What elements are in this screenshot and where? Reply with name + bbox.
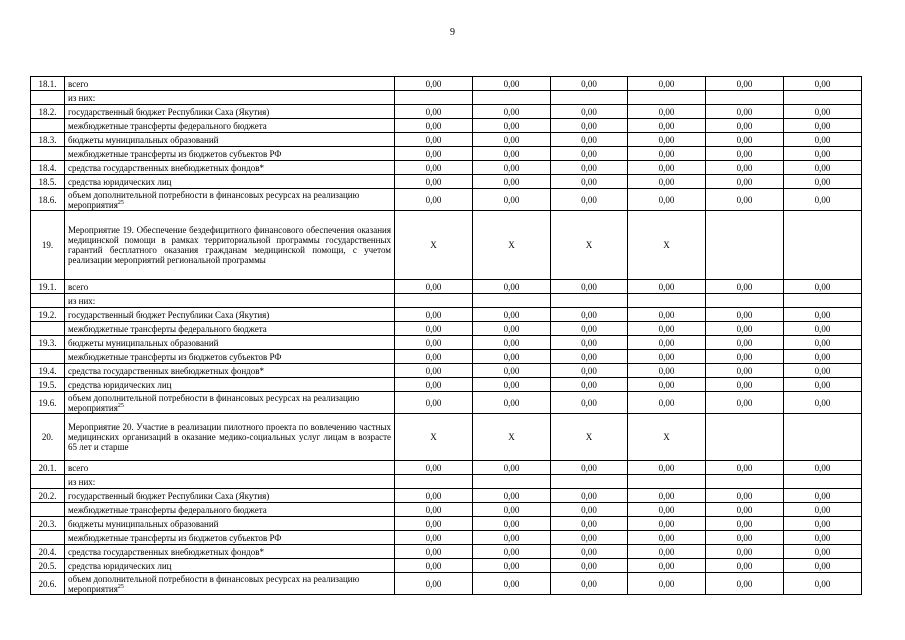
row-description-text: Мероприятие 19. Обеспечение бездефицитного финансового обеспечения оказания медицинской помощи в рамках территориальной программы государственных гарантий бесплатного оказания гражданам медицинской помощи, с учетом реализации мероприятий региональной программы [68,225,391,265]
value-cell: 0,00 [706,133,784,147]
value-cell: 0,00 [551,559,628,573]
value-cell: 0,00 [395,147,473,161]
row-description-text: из них: [68,476,96,487]
value-cell: 0,00 [551,503,628,517]
value-cell [706,414,784,461]
table-row [31,91,862,105]
row-description [65,133,395,147]
row-number: 18.6. [31,189,65,211]
value-cell: 0,00 [473,77,551,91]
value-cell [473,91,551,105]
row-number: 18.5. [31,175,65,189]
row-description-text: межбюджетные трансферты федерального бюджета [68,504,267,515]
value-cell: 0,00 [551,350,628,364]
row-number [31,91,65,105]
table-row [31,77,862,91]
row-description [65,189,395,211]
value-cell: 0,00 [784,559,862,573]
value-cell: 0,00 [473,559,551,573]
table-row [31,175,862,189]
value-cell: 0,00 [551,489,628,503]
row-number: 19. [31,211,65,280]
value-cell: 0,00 [473,161,551,175]
value-cell: 0,00 [473,175,551,189]
value-cell [395,475,473,489]
table-row [31,147,862,161]
value-cell: 0,00 [551,280,628,294]
row-description [65,308,395,322]
value-cell [473,475,551,489]
value-cell: 0,00 [628,489,706,503]
value-cell: X [628,414,706,461]
table-row [31,336,862,350]
table-row [31,573,862,595]
row-description [65,461,395,475]
row-number [31,503,65,517]
value-cell: 0,00 [628,308,706,322]
value-cell: 0,00 [551,175,628,189]
value-cell [784,414,862,461]
row-description [65,378,395,392]
value-cell [395,294,473,308]
row-number: 20.6. [31,573,65,595]
value-cell: 0,00 [551,364,628,378]
value-cell: 0,00 [628,392,706,414]
value-cell: 0,00 [628,280,706,294]
table-row [31,364,862,378]
value-cell: 0,00 [551,517,628,531]
row-description [65,414,395,461]
value-cell: 0,00 [473,489,551,503]
value-cell: 0,00 [551,378,628,392]
table-row [31,308,862,322]
value-cell: 0,00 [473,133,551,147]
value-cell: 0,00 [473,280,551,294]
value-cell: X [473,414,551,461]
table-row [31,378,862,392]
value-cell [395,91,473,105]
table-row [31,294,862,308]
row-description-text: межбюджетные трансферты из бюджетов субъектов РФ [68,532,282,543]
value-cell: 0,00 [473,517,551,531]
row-description-text: межбюджетные трансферты из бюджетов субъектов РФ [68,351,282,362]
value-cell [628,91,706,105]
row-description-text: межбюджетные трансферты федерального бюджета [68,323,267,334]
value-cell: 0,00 [706,378,784,392]
value-cell: 0,00 [706,280,784,294]
row-description-text: объем дополнительной потребности в финансовых ресурсах на реализацию мероприятия [68,189,360,210]
value-cell: 0,00 [784,489,862,503]
table-row [31,105,862,119]
value-cell: 0,00 [395,175,473,189]
footnote-ref: 25 [117,402,124,409]
row-description [65,211,395,280]
value-cell: 0,00 [784,378,862,392]
value-cell: 0,00 [706,573,784,595]
table-row [31,322,862,336]
footnote-ref: 25 [117,199,124,206]
value-cell: 0,00 [628,350,706,364]
value-cell: 0,00 [395,517,473,531]
value-cell: 0,00 [473,350,551,364]
row-description-text: средства государственных внебюджетных фондов* [68,546,264,557]
row-description-text: государственный бюджет Республики Саха (Якутия) [68,309,270,320]
row-number: 20. [31,414,65,461]
value-cell: 0,00 [551,189,628,211]
value-cell: 0,00 [473,503,551,517]
value-cell: 0,00 [784,503,862,517]
value-cell: 0,00 [395,378,473,392]
value-cell: 0,00 [706,336,784,350]
value-cell [784,475,862,489]
row-description [65,531,395,545]
value-cell: 0,00 [706,189,784,211]
page-number: 9 [450,27,455,38]
value-cell: 0,00 [473,378,551,392]
row-number [31,294,65,308]
row-number: 20.4. [31,545,65,559]
row-description-text: бюджеты муниципальных образований [68,518,219,529]
row-description [65,105,395,119]
value-cell: 0,00 [395,531,473,545]
row-description-text: бюджеты муниципальных образований [68,134,219,145]
table-row [31,503,862,517]
value-cell: 0,00 [551,461,628,475]
value-cell: 0,00 [551,336,628,350]
value-cell [706,91,784,105]
row-description-text: государственный бюджет Республики Саха (Якутия) [68,106,270,117]
value-cell: 0,00 [628,503,706,517]
value-cell: 0,00 [395,489,473,503]
row-number [31,322,65,336]
row-number: 20.1. [31,461,65,475]
table-row [31,475,862,489]
row-number: 18.3. [31,133,65,147]
value-cell: 0,00 [784,161,862,175]
row-number: 19.1. [31,280,65,294]
value-cell: 0,00 [395,350,473,364]
table-row [31,545,862,559]
value-cell: 0,00 [784,573,862,595]
value-cell [784,91,862,105]
value-cell [551,294,628,308]
row-description-text: средства юридических лиц [68,560,172,571]
value-cell [551,475,628,489]
value-cell: 0,00 [473,531,551,545]
value-cell: 0,00 [628,517,706,531]
row-description [65,545,395,559]
value-cell: 0,00 [395,133,473,147]
footnote-ref: 25 [117,583,124,590]
value-cell: X [628,211,706,280]
value-cell: 0,00 [706,105,784,119]
value-cell: 0,00 [706,517,784,531]
table-row [31,161,862,175]
table-row [31,189,862,211]
row-number: 19.4. [31,364,65,378]
value-cell: 0,00 [473,189,551,211]
value-cell: 0,00 [628,573,706,595]
value-cell: 0,00 [395,105,473,119]
value-cell: 0,00 [706,364,784,378]
value-cell: 0,00 [551,161,628,175]
value-cell: 0,00 [551,119,628,133]
row-description-text: всего [68,78,89,89]
value-cell: 0,00 [473,336,551,350]
row-description [65,475,395,489]
row-number: 20.5. [31,559,65,573]
value-cell: 0,00 [784,531,862,545]
row-description-text: средства юридических лиц [68,176,172,187]
value-cell: 0,00 [395,392,473,414]
row-description [65,573,395,595]
value-cell: 0,00 [551,105,628,119]
value-cell: 0,00 [395,189,473,211]
row-description-text: объем дополнительной потребности в финансовых ресурсах на реализацию мероприятия [68,392,360,413]
value-cell: 0,00 [395,503,473,517]
value-cell: 0,00 [706,147,784,161]
value-cell: 0,00 [706,322,784,336]
value-cell: 0,00 [784,280,862,294]
row-description [65,91,395,105]
row-description [65,119,395,133]
row-description [65,559,395,573]
value-cell: 0,00 [784,392,862,414]
value-cell: 0,00 [784,77,862,91]
table-row [31,211,862,280]
row-description [65,294,395,308]
value-cell [628,294,706,308]
row-description-text: средства государственных внебюджетных фондов* [68,365,264,376]
value-cell: 0,00 [628,336,706,350]
value-cell: 0,00 [395,161,473,175]
table-row [31,559,862,573]
table-row [31,531,862,545]
value-cell: 0,00 [784,364,862,378]
row-description [65,77,395,91]
value-cell: 0,00 [784,350,862,364]
table-row [31,119,862,133]
value-cell [784,294,862,308]
row-number: 18.1. [31,77,65,91]
table-body [31,77,862,595]
value-cell: 0,00 [551,545,628,559]
table-row [31,461,862,475]
value-cell: 0,00 [473,105,551,119]
value-cell: 0,00 [706,119,784,133]
value-cell: 0,00 [551,392,628,414]
row-description-text: всего [68,462,89,473]
value-cell: 0,00 [628,322,706,336]
value-cell: 0,00 [473,147,551,161]
row-number [31,531,65,545]
value-cell: X [395,211,473,280]
value-cell: 0,00 [784,461,862,475]
value-cell: 0,00 [395,461,473,475]
table-row [31,489,862,503]
value-cell: 0,00 [395,77,473,91]
value-cell: 0,00 [628,559,706,573]
value-cell: 0,00 [551,322,628,336]
row-number [31,475,65,489]
value-cell: 0,00 [784,147,862,161]
value-cell: 0,00 [473,545,551,559]
value-cell: 0,00 [784,105,862,119]
row-number: 20.3. [31,517,65,531]
row-description [65,322,395,336]
value-cell: 0,00 [473,322,551,336]
row-number: 19.2. [31,308,65,322]
row-description [65,503,395,517]
value-cell: 0,00 [628,531,706,545]
value-cell: 0,00 [473,308,551,322]
row-number: 19.5. [31,378,65,392]
value-cell [473,294,551,308]
value-cell: 0,00 [551,147,628,161]
value-cell: 0,00 [551,531,628,545]
value-cell: X [551,414,628,461]
value-cell: 0,00 [706,531,784,545]
row-description [65,350,395,364]
value-cell: 0,00 [784,133,862,147]
value-cell: 0,00 [395,364,473,378]
value-cell: 0,00 [628,161,706,175]
row-description [65,175,395,189]
row-number: 19.6. [31,392,65,414]
row-description [65,280,395,294]
value-cell [706,211,784,280]
value-cell: 0,00 [784,119,862,133]
value-cell: 0,00 [628,364,706,378]
value-cell [706,475,784,489]
row-number: 19.3. [31,336,65,350]
value-cell: 0,00 [551,573,628,595]
value-cell: 0,00 [473,392,551,414]
value-cell: 0,00 [473,364,551,378]
value-cell: 0,00 [628,461,706,475]
table-row [31,414,862,461]
value-cell [784,211,862,280]
value-cell: 0,00 [784,308,862,322]
value-cell: 0,00 [628,147,706,161]
value-cell: 0,00 [395,545,473,559]
row-description-text: из них: [68,295,96,306]
value-cell: 0,00 [473,119,551,133]
row-description-text: бюджеты муниципальных образований [68,337,219,348]
value-cell: 0,00 [395,280,473,294]
row-number [31,119,65,133]
row-description-text: всего [68,281,89,292]
row-description [65,161,395,175]
row-number: 18.2. [31,105,65,119]
row-description [65,517,395,531]
value-cell: 0,00 [628,77,706,91]
value-cell: 0,00 [551,77,628,91]
table-row [31,392,862,414]
value-cell: 0,00 [706,350,784,364]
row-description [65,392,395,414]
value-cell: 0,00 [784,189,862,211]
value-cell: 0,00 [395,322,473,336]
row-number [31,147,65,161]
row-description-text: государственный бюджет Республики Саха (Якутия) [68,490,270,501]
value-cell: 0,00 [784,336,862,350]
value-cell: 0,00 [473,573,551,595]
value-cell: 0,00 [706,175,784,189]
financing-table [30,76,862,595]
value-cell: 0,00 [628,105,706,119]
value-cell: 0,00 [706,503,784,517]
value-cell: 0,00 [784,322,862,336]
row-description-text: межбюджетные трансферты федерального бюджета [68,120,267,131]
value-cell: 0,00 [628,189,706,211]
value-cell [628,475,706,489]
value-cell: 0,00 [473,461,551,475]
value-cell: 0,00 [628,545,706,559]
value-cell: 0,00 [706,308,784,322]
value-cell: 0,00 [551,133,628,147]
value-cell [551,91,628,105]
value-cell: 0,00 [784,545,862,559]
value-cell: 0,00 [784,175,862,189]
value-cell: 0,00 [706,77,784,91]
value-cell: 0,00 [395,573,473,595]
row-description-text: средства юридических лиц [68,379,172,390]
row-description [65,489,395,503]
table-row [31,350,862,364]
row-description [65,364,395,378]
row-description-text: средства государственных внебюджетных фондов* [68,162,264,173]
value-cell: 0,00 [628,378,706,392]
row-number: 20.2. [31,489,65,503]
value-cell: 0,00 [395,336,473,350]
value-cell: 0,00 [395,119,473,133]
value-cell: X [473,211,551,280]
value-cell: 0,00 [628,175,706,189]
row-description-text: межбюджетные трансферты из бюджетов субъектов РФ [68,148,282,159]
value-cell: 0,00 [706,161,784,175]
value-cell: 0,00 [551,308,628,322]
value-cell: 0,00 [395,559,473,573]
row-description [65,147,395,161]
row-description-text: Мероприятие 20. Участие в реализации пилотного проекта по вовлечению частных медицинских организаций в оказание медико-социальных услуг лицам в возрасте 65 лет и старше [68,422,391,452]
value-cell: 0,00 [706,559,784,573]
value-cell: 0,00 [628,133,706,147]
value-cell: 0,00 [706,489,784,503]
value-cell: X [551,211,628,280]
table-row [31,133,862,147]
row-description [65,336,395,350]
value-cell: 0,00 [395,308,473,322]
row-number [31,350,65,364]
value-cell: 0,00 [706,545,784,559]
value-cell: 0,00 [706,392,784,414]
table-row [31,280,862,294]
row-description-text: объем дополнительной потребности в финансовых ресурсах на реализацию мероприятия [68,573,360,594]
table-row [31,517,862,531]
value-cell: X [395,414,473,461]
value-cell: 0,00 [784,517,862,531]
value-cell: 0,00 [628,119,706,133]
value-cell [706,294,784,308]
row-description-text: из них: [68,92,96,103]
value-cell: 0,00 [706,461,784,475]
row-number: 18.4. [31,161,65,175]
